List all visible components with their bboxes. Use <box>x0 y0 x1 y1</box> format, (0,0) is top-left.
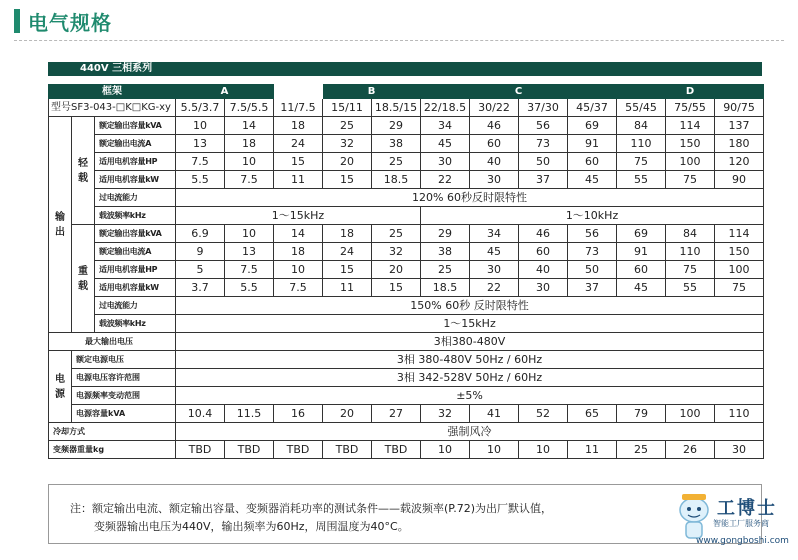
weight-label: 变频器重量kg <box>49 441 176 459</box>
value-cell: 114 <box>715 225 764 243</box>
value-cell: 46 <box>470 117 519 135</box>
value-cell: 24 <box>323 243 372 261</box>
value-cell: 75 <box>666 171 715 189</box>
value-cell: 14 <box>225 117 274 135</box>
heading-divider <box>14 40 784 41</box>
value-cell: 13 <box>176 135 225 153</box>
value-cell: 10 <box>421 441 470 459</box>
heavy-carrier-value: 1～15kHz <box>176 315 764 333</box>
value-cell: 25 <box>372 153 421 171</box>
value-cell: 30 <box>470 261 519 279</box>
heavy-load-label: 重 载 <box>72 225 95 333</box>
value-cell: 15 <box>323 261 372 279</box>
value-cell: TBD <box>176 441 225 459</box>
value-cell: 11 <box>323 279 372 297</box>
value-cell: 10 <box>225 225 274 243</box>
frame-label: 框架 <box>49 85 176 99</box>
value-cell: 100 <box>666 153 715 171</box>
value-cell: 69 <box>568 117 617 135</box>
heavy-overcurrent-value: 150% 60秒 反时限特性 <box>176 297 764 315</box>
max-voltage-row <box>49 333 764 351</box>
value-cell: 60 <box>617 261 666 279</box>
value-cell: 10 <box>274 261 323 279</box>
value-cell: 60 <box>470 135 519 153</box>
weight-row <box>49 441 764 459</box>
value-cell: 11.5 <box>225 405 274 423</box>
value-cell: 7.5/5.5 <box>225 99 274 117</box>
freq-range-value: ±5% <box>176 387 764 405</box>
value-cell: 20 <box>372 261 421 279</box>
rated-voltage-value: 3相 380-480V 50Hz / 60Hz <box>176 351 764 369</box>
param-label: 适用电机容量HP <box>95 153 176 171</box>
value-cell: 34 <box>470 225 519 243</box>
light-load-label: 轻 载 <box>72 117 95 225</box>
value-cell: 137 <box>715 117 764 135</box>
value-cell: TBD <box>372 441 421 459</box>
watermark-url: www.gongboshi.com <box>696 536 789 546</box>
heavy-row-3 <box>49 279 764 297</box>
value-cell: 40 <box>470 153 519 171</box>
value-cell: 55/45 <box>617 99 666 117</box>
value-cell: 32 <box>421 405 470 423</box>
value-cell: 15/11 <box>323 99 372 117</box>
value-cell: 7.5 <box>225 171 274 189</box>
value-cell: 18.5 <box>421 279 470 297</box>
spec-table <box>48 84 764 459</box>
value-cell: 30 <box>421 153 470 171</box>
model-label: 型号SF3-043-□K□KG-xy <box>49 99 176 117</box>
footnote-line-2: 变频器输出电压为440V，输出频率为60Hz，周围温度为40°C。 <box>94 520 409 533</box>
value-cell: 10 <box>225 153 274 171</box>
value-cell: 30 <box>470 171 519 189</box>
power-group-label: 电 源 <box>49 351 72 423</box>
value-cell: 37 <box>568 279 617 297</box>
value-cell: 50 <box>568 261 617 279</box>
param-label: 适用电机容量kW <box>95 171 176 189</box>
param-label: 额定输出电流A <box>95 243 176 261</box>
value-cell: 100 <box>715 261 764 279</box>
max-voltage-label: 最大输出电压 <box>49 333 176 351</box>
frame-a: A <box>176 85 274 99</box>
value-cell: 5 <box>176 261 225 279</box>
value-cell: 150 <box>666 135 715 153</box>
value-cell: 37 <box>519 171 568 189</box>
value-cell: 11 <box>274 171 323 189</box>
value-cell: 45 <box>421 135 470 153</box>
value-cell: 91 <box>568 135 617 153</box>
light-overcurrent-value: 120% 60秒反时限特性 <box>176 189 764 207</box>
light-row-2 <box>49 153 764 171</box>
value-cell: 25 <box>372 225 421 243</box>
value-cell: 24 <box>274 135 323 153</box>
value-cell: 29 <box>421 225 470 243</box>
max-voltage-value: 3相380-480V <box>176 333 764 351</box>
value-cell: 18 <box>274 117 323 135</box>
value-cell: 6.9 <box>176 225 225 243</box>
value-cell: 180 <box>715 135 764 153</box>
param-label: 过电流能力 <box>95 297 176 315</box>
value-cell: 34 <box>421 117 470 135</box>
value-cell: TBD <box>274 441 323 459</box>
voltage-range-value: 3相 342-528V 50Hz / 60Hz <box>176 369 764 387</box>
value-cell: 46 <box>519 225 568 243</box>
value-cell: 55 <box>617 171 666 189</box>
value-cell: 18 <box>323 225 372 243</box>
param-label: 电源频率变动范围 <box>72 387 176 405</box>
value-cell: 75 <box>666 261 715 279</box>
light-carrier-ab: 1～15kHz <box>176 207 421 225</box>
value-cell: 25 <box>421 261 470 279</box>
frame-b: B <box>323 85 421 99</box>
value-cell: 11/7.5 <box>274 99 323 117</box>
cooling-label: 冷却方式 <box>49 423 176 441</box>
value-cell: 75 <box>715 279 764 297</box>
param-label: 额定电源电压 <box>72 351 176 369</box>
value-cell: 110 <box>617 135 666 153</box>
value-cell: 90 <box>715 171 764 189</box>
value-cell: 37/30 <box>519 99 568 117</box>
value-cell: 30/22 <box>470 99 519 117</box>
param-label: 适用电机容量HP <box>95 261 176 279</box>
value-cell: 41 <box>470 405 519 423</box>
heavy-carrier-row <box>49 315 764 333</box>
value-cell: 5.5 <box>176 171 225 189</box>
value-cell: 60 <box>519 243 568 261</box>
footnote-line-1: 注：额定输出电流、额定输出容量、变频器消耗功率的测试条件——载波频率(P.72)为出厂默认值， <box>70 502 552 515</box>
value-cell: TBD <box>225 441 274 459</box>
value-cell: 15 <box>274 153 323 171</box>
footnote <box>70 500 552 536</box>
value-cell: 73 <box>568 243 617 261</box>
param-label: 电源电压容许范围 <box>72 369 176 387</box>
series-title: 440V 三相系列 <box>48 62 762 76</box>
frame-header-row <box>49 85 764 99</box>
value-cell: 100 <box>666 405 715 423</box>
value-cell: 110 <box>715 405 764 423</box>
value-cell: 15 <box>323 171 372 189</box>
value-cell: 50 <box>519 153 568 171</box>
header-gap <box>274 85 323 99</box>
heavy-row-1 <box>49 243 764 261</box>
light-row-3 <box>49 171 764 189</box>
param-label: 过电流能力 <box>95 189 176 207</box>
value-cell: 84 <box>666 225 715 243</box>
heavy-overcurrent-row <box>49 297 764 315</box>
value-cell: 45 <box>617 279 666 297</box>
value-cell: 10.4 <box>176 405 225 423</box>
value-cell: 22/18.5 <box>421 99 470 117</box>
frame-c: C <box>421 85 617 99</box>
value-cell: 5.5 <box>225 279 274 297</box>
value-cell: 26 <box>666 441 715 459</box>
power-freq-row <box>49 387 764 405</box>
power-rated-row <box>49 351 764 369</box>
value-cell: 22 <box>470 279 519 297</box>
value-cell: 20 <box>323 153 372 171</box>
value-cell: 120 <box>715 153 764 171</box>
value-cell: 40 <box>519 261 568 279</box>
model-row <box>49 99 764 117</box>
value-cell: 69 <box>617 225 666 243</box>
value-cell: 10 <box>176 117 225 135</box>
param-label: 额定输出容量kVA <box>95 117 176 135</box>
value-cell: 29 <box>372 117 421 135</box>
power-range-row <box>49 369 764 387</box>
value-cell: 5.5/3.7 <box>176 99 225 117</box>
value-cell: 7.5 <box>274 279 323 297</box>
cooling-row <box>49 423 764 441</box>
page-heading <box>14 8 112 34</box>
value-cell: 114 <box>666 117 715 135</box>
light-carrier-row <box>49 207 764 225</box>
value-cell: 25 <box>617 441 666 459</box>
value-cell: 75/55 <box>666 99 715 117</box>
value-cell: 16 <box>274 405 323 423</box>
value-cell: 22 <box>421 171 470 189</box>
frame-d: D <box>617 85 764 99</box>
value-cell: 73 <box>519 135 568 153</box>
value-cell: 91 <box>617 243 666 261</box>
value-cell: 79 <box>617 405 666 423</box>
value-cell: 45 <box>470 243 519 261</box>
param-label: 电源容量kVA <box>72 405 176 423</box>
value-cell: 38 <box>372 135 421 153</box>
watermark-subtitle: 智能工厂服务商 <box>713 519 769 528</box>
value-cell: TBD <box>323 441 372 459</box>
output-group-label: 输 出 <box>49 117 72 333</box>
value-cell: 30 <box>519 279 568 297</box>
value-cell: 20 <box>323 405 372 423</box>
value-cell: 14 <box>274 225 323 243</box>
value-cell: 38 <box>421 243 470 261</box>
value-cell: 13 <box>225 243 274 261</box>
value-cell: 10 <box>519 441 568 459</box>
heavy-row-2 <box>49 261 764 279</box>
light-row-1 <box>49 135 764 153</box>
light-carrier-cd: 1～10kHz <box>421 207 764 225</box>
value-cell: 55 <box>666 279 715 297</box>
value-cell: 3.7 <box>176 279 225 297</box>
cooling-value: 强制风冷 <box>176 423 764 441</box>
value-cell: 84 <box>617 117 666 135</box>
value-cell: 75 <box>617 153 666 171</box>
value-cell: 60 <box>568 153 617 171</box>
value-cell: 7.5 <box>225 261 274 279</box>
param-label: 额定输出容量kVA <box>95 225 176 243</box>
value-cell: 10 <box>470 441 519 459</box>
value-cell: 32 <box>372 243 421 261</box>
value-cell: 18.5 <box>372 171 421 189</box>
value-cell: 56 <box>568 225 617 243</box>
value-cell: 25 <box>323 117 372 135</box>
value-cell: 56 <box>519 117 568 135</box>
param-label: 载波频率kHz <box>95 315 176 333</box>
value-cell: 90/75 <box>715 99 764 117</box>
value-cell: 30 <box>715 441 764 459</box>
value-cell: 27 <box>372 405 421 423</box>
value-cell: 45 <box>568 171 617 189</box>
value-cell: 18.5/15 <box>372 99 421 117</box>
param-label: 适用电机容量kW <box>95 279 176 297</box>
value-cell: 150 <box>715 243 764 261</box>
value-cell: 18 <box>274 243 323 261</box>
param-label: 额定输出电流A <box>95 135 176 153</box>
value-cell: 65 <box>568 405 617 423</box>
light-overcurrent-row <box>49 189 764 207</box>
value-cell: 45/37 <box>568 99 617 117</box>
value-cell: 52 <box>519 405 568 423</box>
watermark-title: 工博士 <box>717 498 777 519</box>
value-cell: 32 <box>323 135 372 153</box>
power-capacity-row <box>49 405 764 423</box>
page-title: 电气规格 <box>28 10 112 35</box>
value-cell: 9 <box>176 243 225 261</box>
value-cell: 18 <box>225 135 274 153</box>
light-row-0 <box>49 117 764 135</box>
value-cell: 7.5 <box>176 153 225 171</box>
value-cell: 110 <box>666 243 715 261</box>
param-label: 载波频率kHz <box>95 207 176 225</box>
value-cell: 15 <box>372 279 421 297</box>
value-cell: 11 <box>568 441 617 459</box>
heading-accent-bar <box>14 9 20 33</box>
heavy-row-0 <box>49 225 764 243</box>
